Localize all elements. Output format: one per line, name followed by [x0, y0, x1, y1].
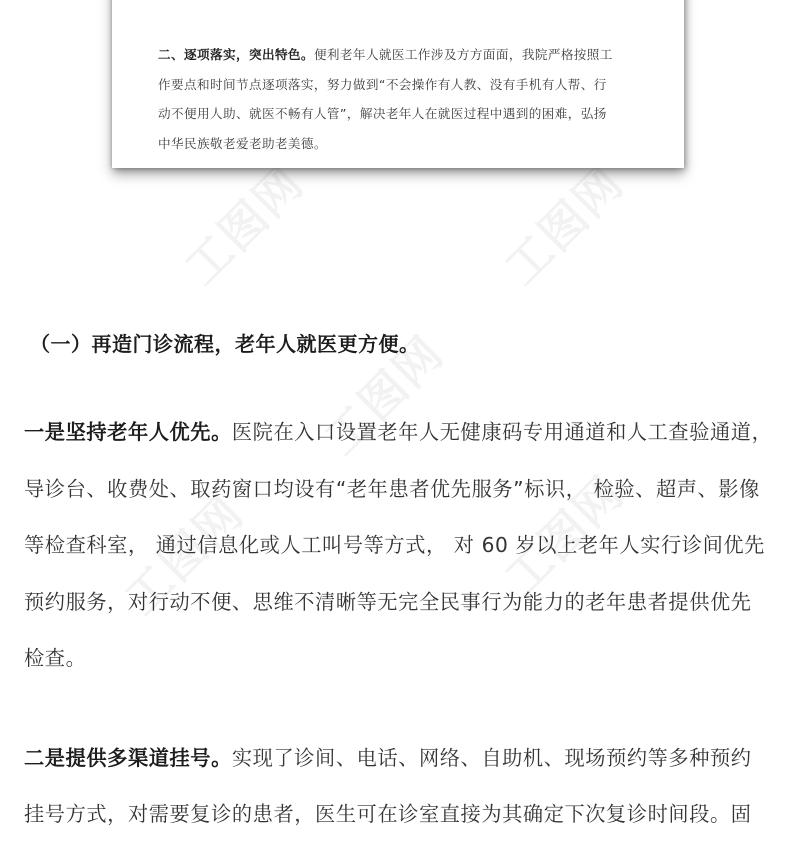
section-heading: （一）再造门诊流程，老年人就医更方便。 [30, 332, 420, 356]
paragraph-text: 医院在入口设置老年人无健康码专用通道和人工查验通道， [231, 420, 773, 444]
card-line: 动不便用人助、就医不畅有人管”，解决老年人在就医过程中遇到的困难，弘扬 [158, 106, 607, 121]
paragraph-lead: 二是提供多渠道挂号。 [24, 745, 232, 770]
watermark: 工图网 [494, 155, 635, 296]
watermark: 工图网 [114, 485, 255, 626]
paragraph-text: 实现了诊间、电话、网络、自助机、现场预约等多种预约 [231, 745, 752, 770]
watermark: 工图网 [314, 325, 455, 466]
watermark: 工图网 [174, 155, 315, 296]
card-para-title: 二、逐项落实，突出特色。 [158, 47, 314, 62]
paragraph-line: 预约服务，对行动不便、思维不清晰等无完全民事行为能力的老年患者提供优先 [24, 589, 752, 614]
paragraph-lead: 一是坚持老年人优先。 [24, 420, 232, 444]
card-line: 作要点和时间节点逐项落实，努力做到“不会操作有人教、没有手机有人帮、行 [158, 76, 607, 92]
paragraph-line [24, 730, 786, 787]
document-card [112, 0, 684, 168]
paragraph-line: 检查。 [24, 646, 87, 670]
paragraph-line [24, 404, 786, 461]
card-paragraph [158, 40, 658, 158]
article-body [24, 404, 786, 843]
paragraph-line: 导诊台、收费处、取药窗口均设有“老年患者优先服务”标识， 检验、超声、影像 [24, 476, 760, 501]
watermark: 工图网 [494, 465, 635, 606]
paragraph-line: 挂号方式，对需要复诊的患者，医生可在诊室直接为其确定下次复诊时间段。固 [24, 802, 752, 826]
card-line: 中华民族敬老爱老助老美德。 [158, 135, 327, 151]
paragraph-line: 等检查科室， 通过信息化或人工叫号等方式， 对 60 岁以上老年人实行诊间优先 [24, 533, 765, 557]
card-line [158, 40, 658, 70]
card-para-text: 便利老年人就医工作涉及方方面面，我院严格按照工 [313, 47, 613, 62]
paragraph-gap [24, 687, 786, 730]
